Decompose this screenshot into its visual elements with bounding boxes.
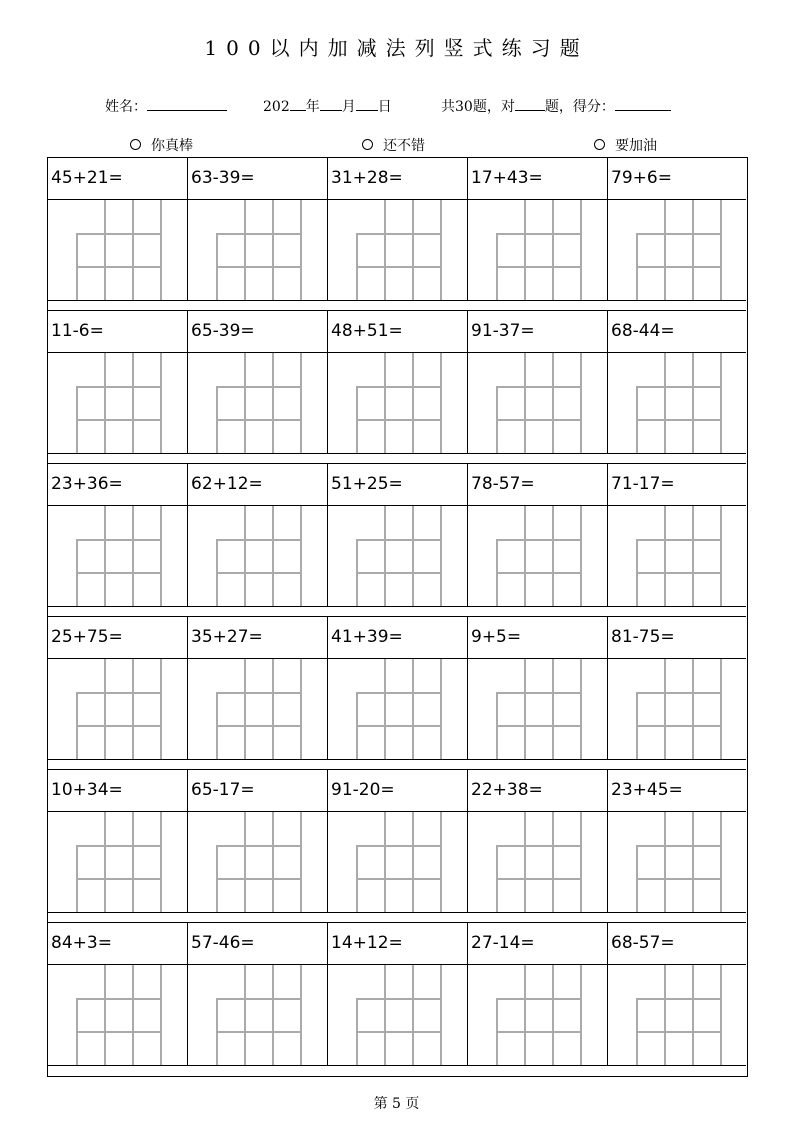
- grid-line: [496, 386, 581, 388]
- grid-line: [76, 998, 161, 1000]
- grid-line: [216, 233, 301, 235]
- row-separator: [48, 300, 746, 301]
- grid-line: [160, 353, 162, 453]
- problem-cell: [48, 158, 188, 301]
- problem-row: [48, 770, 746, 913]
- grid-line: [244, 506, 246, 606]
- name-label: 姓名：: [105, 99, 147, 115]
- grid-line: [216, 692, 301, 694]
- problem-equation: 57-46=: [191, 933, 255, 953]
- year-prefix: 202: [263, 99, 290, 115]
- problem-equation: 41+39=: [331, 627, 403, 647]
- grid-line: [300, 659, 302, 759]
- grid-line: [664, 659, 666, 759]
- problem-equation: 23+36=: [51, 474, 123, 494]
- grid-line: [692, 200, 694, 300]
- problem-cell: [188, 923, 328, 1066]
- vertical-calc-grid[interactable]: [188, 812, 326, 912]
- problem-cell: [468, 923, 608, 1066]
- grid-line: [496, 266, 581, 268]
- grid-line: [440, 353, 442, 453]
- grid-line: [664, 812, 666, 912]
- grid-line: [104, 353, 106, 453]
- day-blank[interactable]: [356, 98, 378, 111]
- grid-line: [496, 539, 581, 541]
- problem-cell: [608, 617, 748, 760]
- problem-equation: 25+75=: [51, 627, 123, 647]
- grid-line: [412, 812, 414, 912]
- grid-line: [216, 725, 301, 727]
- rating-option[interactable]: [130, 135, 193, 155]
- grid-line: [272, 353, 274, 453]
- grid-line: [356, 572, 441, 574]
- grid-line: [132, 506, 134, 606]
- problem-equation: 68-57=: [611, 933, 675, 953]
- grid-line: [496, 998, 581, 1000]
- problem-equation: 17+43=: [471, 168, 543, 188]
- vertical-calc-grid[interactable]: [468, 965, 606, 1065]
- vertical-calc-grid[interactable]: [608, 353, 746, 453]
- grid-line: [692, 659, 694, 759]
- grid-line: [76, 1031, 161, 1033]
- grid-line: [496, 878, 581, 880]
- grid-line: [720, 659, 722, 759]
- grid-line: [664, 506, 666, 606]
- grid-line: [636, 878, 721, 880]
- problem-equation: 14+12=: [331, 933, 403, 953]
- grid-line: [636, 419, 721, 421]
- grid-line: [216, 386, 301, 388]
- grid-line: [272, 200, 274, 300]
- grid-line: [636, 692, 721, 694]
- grid-line: [76, 419, 161, 421]
- grid-line: [356, 725, 441, 727]
- problem-equation: 35+27=: [191, 627, 263, 647]
- grid-line: [132, 200, 134, 300]
- problem-cell: [328, 770, 468, 913]
- grid-line: [104, 965, 106, 1065]
- problem-equation: 62+12=: [191, 474, 263, 494]
- grid-line: [440, 659, 442, 759]
- problem-cell: [328, 617, 468, 760]
- vertical-calc-grid[interactable]: [328, 353, 466, 453]
- grid-line: [440, 812, 442, 912]
- problem-equation: 23+45=: [611, 780, 683, 800]
- vertical-calc-grid[interactable]: [48, 506, 186, 606]
- circle-icon[interactable]: [362, 139, 373, 150]
- grid-line: [524, 506, 526, 606]
- vertical-calc-grid[interactable]: [48, 353, 186, 453]
- grid-line: [636, 998, 721, 1000]
- grid-line: [552, 659, 554, 759]
- vertical-calc-grid[interactable]: [608, 659, 746, 759]
- name-line: [105, 96, 227, 116]
- problem-row: [48, 311, 746, 454]
- grid-line: [356, 386, 441, 388]
- grid-line: [356, 233, 441, 235]
- grid-line: [692, 965, 694, 1065]
- grid-line: [440, 200, 442, 300]
- grid-line: [524, 659, 526, 759]
- grid-line: [440, 965, 442, 1065]
- grid-line: [496, 419, 581, 421]
- problem-cell: [328, 311, 468, 454]
- grid-line: [384, 353, 386, 453]
- vertical-calc-grid[interactable]: [48, 200, 186, 300]
- grid-line: [384, 812, 386, 912]
- grid-line: [636, 386, 721, 388]
- problem-equation: 51+25=: [331, 474, 403, 494]
- row-separator: [48, 453, 746, 454]
- vertical-calc-grid[interactable]: [188, 353, 326, 453]
- problem-cell: [608, 311, 748, 454]
- grid-line: [636, 266, 721, 268]
- problem-divider: [48, 199, 746, 200]
- circle-icon[interactable]: [594, 139, 605, 150]
- vertical-calc-grid[interactable]: [48, 659, 186, 759]
- grid-line: [104, 659, 106, 759]
- grid-line: [244, 353, 246, 453]
- grid-line: [216, 845, 301, 847]
- grid-line: [580, 659, 582, 759]
- grid-line: [244, 659, 246, 759]
- problem-cell: [468, 158, 608, 301]
- grid-line: [76, 692, 161, 694]
- grid-line: [496, 845, 581, 847]
- grid-line: [552, 965, 554, 1065]
- problem-cell: [48, 770, 188, 913]
- problem-cell: [188, 770, 328, 913]
- vertical-calc-grid[interactable]: [468, 659, 606, 759]
- problem-equation: 45+21=: [51, 168, 123, 188]
- grid-line: [636, 1031, 721, 1033]
- problem-cell: [48, 923, 188, 1066]
- problem-cell: [608, 158, 748, 301]
- problem-divider: [48, 811, 746, 812]
- grid-line: [356, 539, 441, 541]
- grid-line: [384, 659, 386, 759]
- problem-cell: [608, 770, 748, 913]
- grid-line: [216, 419, 301, 421]
- problem-divider: [48, 352, 746, 353]
- grid-line: [412, 353, 414, 453]
- grid-line: [356, 878, 441, 880]
- day-label: 日: [377, 99, 392, 115]
- grid-line: [496, 233, 581, 235]
- grid-line: [132, 659, 134, 759]
- problem-equation: 71-17=: [611, 474, 675, 494]
- grid-line: [244, 200, 246, 300]
- problem-equation: 9+5=: [471, 627, 522, 647]
- grid-line: [160, 200, 162, 300]
- grid-line: [216, 572, 301, 574]
- page-title: 100以内加减法列竖式练习题: [204, 36, 589, 60]
- problem-cell: [188, 311, 328, 454]
- grid-line: [412, 965, 414, 1065]
- problem-cell: [608, 464, 748, 607]
- grid-line: [356, 692, 441, 694]
- score-blank[interactable]: [615, 98, 671, 111]
- year-label: 年: [305, 99, 320, 115]
- problem-equation: 81-75=: [611, 627, 675, 647]
- grid-line: [636, 233, 721, 235]
- grid-line: [692, 506, 694, 606]
- vertical-calc-grid[interactable]: [48, 812, 186, 912]
- vertical-calc-grid[interactable]: [608, 506, 746, 606]
- grid-line: [76, 233, 161, 235]
- rating-label: 还不错: [383, 138, 425, 154]
- grid-line: [356, 1031, 441, 1033]
- grid-line: [580, 812, 582, 912]
- grid-line: [76, 878, 161, 880]
- vertical-calc-grid[interactable]: [188, 659, 326, 759]
- row-separator: [48, 606, 746, 607]
- problem-equation: 22+38=: [471, 780, 543, 800]
- grid-line: [272, 812, 274, 912]
- grid-line: [300, 812, 302, 912]
- grid-line: [104, 200, 106, 300]
- grid-line: [580, 506, 582, 606]
- correct-suffix: 题，得分：: [544, 99, 615, 115]
- page-number: 第 5 页: [373, 1096, 420, 1112]
- problem-cell: [468, 311, 608, 454]
- problem-row: [48, 464, 746, 607]
- grid-line: [552, 812, 554, 912]
- vertical-calc-grid[interactable]: [468, 353, 606, 453]
- grid-line: [216, 539, 301, 541]
- grid-line: [412, 506, 414, 606]
- problem-row: [48, 923, 746, 1066]
- grid-line: [496, 1031, 581, 1033]
- grid-line: [412, 659, 414, 759]
- grid-line: [244, 812, 246, 912]
- grid-line: [76, 725, 161, 727]
- grid-line: [272, 659, 274, 759]
- grid-line: [524, 812, 526, 912]
- problem-equation: 79+6=: [611, 168, 672, 188]
- grid-line: [580, 353, 582, 453]
- grid-line: [524, 965, 526, 1065]
- problem-equation: 78-57=: [471, 474, 535, 494]
- month-label: 月: [341, 99, 356, 115]
- grid-line: [160, 506, 162, 606]
- problem-equation: 91-20=: [331, 780, 395, 800]
- grid-line: [300, 353, 302, 453]
- grid-line: [132, 812, 134, 912]
- month-blank[interactable]: [320, 98, 342, 111]
- grid-line: [76, 572, 161, 574]
- problem-equation: 11-6=: [51, 321, 104, 341]
- grid-line: [580, 200, 582, 300]
- grid-line: [720, 200, 722, 300]
- grid-line: [552, 353, 554, 453]
- problem-cell: [328, 464, 468, 607]
- vertical-calc-grid[interactable]: [608, 812, 746, 912]
- year-blank[interactable]: [290, 98, 306, 111]
- grid-line: [216, 878, 301, 880]
- grid-line: [216, 1031, 301, 1033]
- vertical-calc-grid[interactable]: [328, 200, 466, 300]
- problem-equation: 27-14=: [471, 933, 535, 953]
- problem-equation: 65-17=: [191, 780, 255, 800]
- grid-line: [132, 353, 134, 453]
- problem-cell: [468, 617, 608, 760]
- vertical-calc-grid[interactable]: [328, 506, 466, 606]
- vertical-calc-grid[interactable]: [188, 965, 326, 1065]
- problem-divider: [48, 658, 746, 659]
- grid-line: [664, 353, 666, 453]
- problem-equation: 10+34=: [51, 780, 123, 800]
- grid-line: [132, 965, 134, 1065]
- grid-line: [692, 812, 694, 912]
- grid-line: [720, 812, 722, 912]
- grid-line: [76, 539, 161, 541]
- grid-line: [664, 965, 666, 1065]
- problem-divider: [48, 964, 746, 965]
- grid-line: [160, 812, 162, 912]
- grid-line: [104, 812, 106, 912]
- grid-line: [384, 965, 386, 1065]
- vertical-calc-grid[interactable]: [468, 506, 606, 606]
- grid-line: [244, 965, 246, 1065]
- grid-line: [496, 725, 581, 727]
- grid-line: [692, 353, 694, 453]
- grid-line: [552, 200, 554, 300]
- grid-line: [636, 539, 721, 541]
- correct-blank[interactable]: [515, 98, 545, 111]
- grid-line: [412, 200, 414, 300]
- problem-row: [48, 617, 746, 760]
- vertical-calc-grid[interactable]: [608, 965, 746, 1065]
- grid-line: [356, 419, 441, 421]
- grid-line: [216, 998, 301, 1000]
- problem-cell: [48, 464, 188, 607]
- problem-cell: [328, 923, 468, 1066]
- date-line: [263, 96, 392, 116]
- grid-line: [496, 572, 581, 574]
- vertical-calc-grid[interactable]: [468, 812, 606, 912]
- problem-cell: [608, 923, 748, 1066]
- grid-line: [300, 506, 302, 606]
- grid-line: [272, 506, 274, 606]
- problem-cell: [328, 158, 468, 301]
- vertical-calc-grid[interactable]: [328, 812, 466, 912]
- problem-equation: 68-44=: [611, 321, 675, 341]
- row-separator: [48, 912, 746, 913]
- grid-line: [720, 965, 722, 1065]
- vertical-calc-grid[interactable]: [328, 965, 466, 1065]
- problem-cell: [188, 617, 328, 760]
- grid-line: [356, 998, 441, 1000]
- grid-line: [384, 200, 386, 300]
- grid-line: [636, 725, 721, 727]
- rating-label: 你真棒: [151, 138, 193, 154]
- problem-grid: [47, 157, 748, 1077]
- grid-line: [524, 200, 526, 300]
- rating-option[interactable]: [594, 135, 657, 155]
- grid-line: [720, 353, 722, 453]
- grid-line: [216, 266, 301, 268]
- grid-line: [300, 200, 302, 300]
- grid-line: [300, 965, 302, 1065]
- grid-line: [496, 692, 581, 694]
- grid-line: [272, 965, 274, 1065]
- vertical-calc-grid[interactable]: [188, 506, 326, 606]
- problem-cell: [188, 158, 328, 301]
- row-separator: [48, 759, 746, 760]
- problem-divider: [48, 505, 746, 506]
- row-separator: [48, 1065, 746, 1066]
- problem-cell: [188, 464, 328, 607]
- problem-equation: 65-39=: [191, 321, 255, 341]
- grid-line: [524, 353, 526, 453]
- problem-cell: [468, 770, 608, 913]
- vertical-calc-grid[interactable]: [608, 200, 746, 300]
- grid-line: [636, 845, 721, 847]
- problem-equation: 48+51=: [331, 321, 403, 341]
- grid-line: [720, 506, 722, 606]
- grid-line: [76, 845, 161, 847]
- total-label: 共30题，对: [441, 99, 515, 115]
- problem-row: [48, 158, 746, 301]
- grid-line: [356, 845, 441, 847]
- grid-line: [384, 506, 386, 606]
- grid-line: [664, 200, 666, 300]
- rating-label: 要加油: [615, 138, 657, 154]
- grid-line: [580, 965, 582, 1065]
- problem-equation: 31+28=: [331, 168, 403, 188]
- rating-option[interactable]: [362, 135, 425, 155]
- problem-cell: [48, 311, 188, 454]
- score-line: [441, 96, 671, 116]
- circle-icon[interactable]: [130, 139, 141, 150]
- vertical-calc-grid[interactable]: [328, 659, 466, 759]
- problem-equation: 63-39=: [191, 168, 255, 188]
- name-blank[interactable]: [147, 98, 227, 111]
- vertical-calc-grid[interactable]: [468, 200, 606, 300]
- problem-cell: [48, 617, 188, 760]
- grid-line: [356, 266, 441, 268]
- grid-line: [76, 386, 161, 388]
- problem-equation: 91-37=: [471, 321, 535, 341]
- grid-line: [160, 659, 162, 759]
- grid-line: [104, 506, 106, 606]
- grid-line: [76, 266, 161, 268]
- vertical-calc-grid[interactable]: [48, 965, 186, 1065]
- problem-equation: 84+3=: [51, 933, 112, 953]
- grid-line: [636, 572, 721, 574]
- grid-line: [440, 506, 442, 606]
- problem-cell: [468, 464, 608, 607]
- grid-line: [160, 965, 162, 1065]
- vertical-calc-grid[interactable]: [188, 200, 326, 300]
- grid-line: [552, 506, 554, 606]
